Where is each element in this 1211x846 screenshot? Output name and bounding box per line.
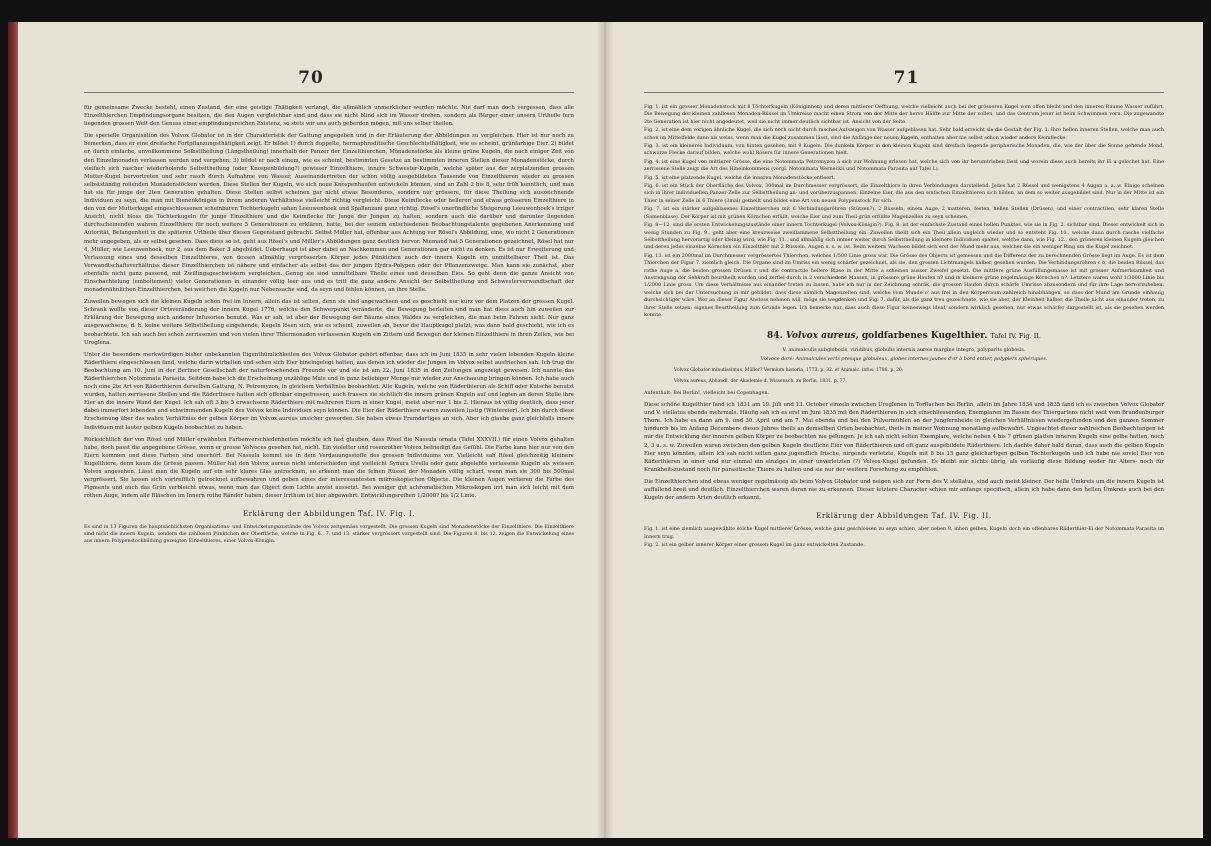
header-rule-left: [84, 92, 574, 93]
figure-explanation: Fig. 7. ist ein stärker aufgeblasenes Einzelthierchen mit 6 Verbindungsröhren (Stützen?), 2 Rüsseln, einem Auge, 2 matteren, festen, hellen Stellen (Drüsen), und einer contractilen, sehr klaren Stelle (Samenblase). Der Körper ist mit grünen Körnchen erfüllt, welche Eier und zum Theil grün erfüllte Magenzellen zu seyn scheinen.: [644, 206, 1164, 220]
left-page: [26, 22, 596, 838]
right-text-column: [644, 104, 1164, 550]
section-heading: Erklärung der Abbildungen Taf. IV. Fig. I.: [242, 510, 416, 519]
paragraph: Unter die besonders merkwürdigen bisher unbekannten Eigenthümlichkeiten des Volvox Globator gehört offenbar, dass ich im Juni 1835 in sehr vielen lebenden Kugeln kleine Räderthiere eingeschlossen fand, welche darin wirbelten und sehen sich Eier hineingelegt hatten, aus denen ich wieder die Jungen im Volvox selbst ausfriechen sah. Ich trug die Beobachtung am 10. Juni in der Berliner Gesellschaft der naturforschenden Freunde vor und sie ist am 22. Juni 1835 in den Zeitungen angezeigt gewesen. Ich nannte das Räderthierchen Notommata Parasita. Seitdem habe ich die Erscheinung unzählige Male und in ganz beliebiger Menge mir wieder zur Anschauung bringen können. Ich habe auch noch eine 2te Art von Räderthieren derselben Gattung, N. Petromyzon, in gleichem Verhältniss beobachtet. Alle Kugeln, welche von Räderthieren als Schiff oder Kutsche benutzt wurden, hatten zerrissene Stellen und die Räderthiere hatten sich offenbar eingefressen, auch frassen sie sichtlich die innern grünen Kugeln auf und legten an deren Stelle ihre Eier an die innere Wand der Kugel. Ich sah oft 3 bis 5 erwachsene Räderthiere mit mehreren Eiern in einer Kugel, meist aber nur 1 bis 2. Hieraus ist völlig deutlich, dass jener dabei immerfort lebenden und schwimmenden Kugeln des Volvox keine Individuen seyn können. Die Eier der Räderthiere waren zuweilen lustig (Wintereier). Ich bin durch diese Erscheinung über das wahre Verhältniss der gelben Körper im Volvox aureus unsicher geworden. Sie haben etwas Fremdartiges an sich. Aber ich glaube ganz gleichfalls innere Individuen mit lauter gelben Kugeln beobachtet zu haben.: [84, 351, 574, 431]
left-text-column: [84, 104, 574, 549]
species-name: Volvox aureus: [785, 331, 856, 342]
figure-explanation: Fig. 8—12. sind die ersten Entwickelungszustände einer innern Tochterkugel (Volvox-Königin?). Fig. 8. ist der einfachste Zustand eines hellen Punktes, wie sie in Fig. 2. sichtbar sind. Dieser entwickelt sich in wenig Stunden zu Fig. 9., geht aber eine kreuzweise zweiflammene Selbsttheilung ein. Zuweilen theilt sich ein Theil allein ungleich wieder und so entsteht Fig. 10., welche dann durch rasche vielfache Selbsttheilung hervorartig oder kleinig wird, wie Fig. 11., und allmählig sich immer weiter durch Selbsttheilung in kleinere Individuen spaltet, welche dann, wie Fig. 12., den grüneren kleinen Kugeln gleichen und deren jedes einzelne Körnchen ein Einzelthier mit 2 Rüsseln, Augen u. s. w. ist. Beim weitern Wachsen bildet sich erst der Mund mehr aus, welcher die ein weniger Ring um die Kugel zeichnet.: [644, 222, 1164, 251]
figure-explanation: Fig. 2. ist eine dem vorigen ähnliche Kugel, die sich noch nicht durch rasches Aufsaugen von Wasser aufgeblasen hat. Sehr bald erreicht sie die Gestalt der Fig. 1. Ihre hellen inneren Stellen, welche man auch schon im Mittelfelde dann als weiss, wenn man die Kugel zusammen lässt, sind die Anfänge der neuen Kugeln, enthalten aber nie selbst schon wieder andere Keimflecke.: [644, 127, 1164, 141]
header-rule-right: [644, 92, 1164, 93]
paragraph: für gemeinsame Zwecke besteht, einen Zustand, der eine geistige Thätigkeit verlangt, die allmählich unmerklicher werden möchte. Nie darf man doch vergessen, dass alle Einzelthierchen Empfindungsorgane besitzen, die den Augen vergleichbar sind und dass sie nicht blind sich im Wasser drehen, sondern als Bürger einer unsern Urtheile fern liegenden grossen Welt den Genuss einer empfindungsreichen Existenz, so stets wir uns auch geberden mögen, mit uns selber theilen.: [84, 105, 574, 128]
paragraph: Diese schöne Kugelthier fand ich 1831 am 19. Juli und 13. October einzeln zwischen Ureglenen in Torflachen bei Berlin, allein im Jahre 1834 und 1835 fand ich es zwischen Volvox Globator und V. stellatus ebenda mehrmals. Häufig sah ich es erst im Juni 1835 mit den Räderthieren in sich einschliessenden, Exemplaren im Bassin des Thiergartens nicht weit vom Brandenburger Thore. Ich habe es dann am 9. und 30. April und am 7. Mai ebenda und bei den Pulvermühlen an der Jungfernheide in gleichen Verhältnissen wiedergefunden und den ganzen Sommer hindurch bis im Anfang Decembers dieses Jahres theils an demselben Orten beobachtet, theils in meiner Wohnung monatlang aufbewahrt. Ungeachtet dieser zahlreichen Beobachtungen ist mir die Entwicklung der inneren gelben Körper zu beobachten nie gelungen. Je ich sah nicht selten Exemplare, welche neben 4 bis 7 grünen platten inneren Kugeln eine gelbe hatten, noch 2, 3 u. s. w. Zuweilen waren zwischen den gelben Kugeln deutliche Eier von Räderthieren und oft ganz ausgebildete Räderthiere. Ich dachte daher bald daran, dass auch die gelben Kugeln Eier seyn könnten, allein ich sah nicht selten ganz jugendlich frische, nirgends verletzte, Kugeln mit 8 bis 15 ganz gleichartigen gelben Töchterkugeln und ich habe nie soviel Eier von Räderthieren in einer und nur einmal ein einziges in einer unverletzten (?) Volvox-Kugel gefunden. Es bleibt mir nichts übrig, als vorläufig diese Bildung weder für Alters- noch für Krankheitszustand noch für parasitische Thiere zu halten und sie nur der weitern Forschung zu empfehlen.: [644, 402, 1164, 473]
section-heading: Erklärung der Abbildungen Taf. IV. Fig. II.: [816, 512, 992, 521]
figure-explanation: Fig. 5. ist eine platzende Kugel, welche die inneren Monadenstöcke entleert.: [644, 174, 836, 181]
figure-explanation: Fig. 4. ist eine Kugel von mittlerer Grösse, die eine Notommata Petromyzon à sich zur Wohnung erlesen hat, welche sich von ihr herumtrieben lässt und worein diese auch bereits ihr Ei u gelechet hat. Eine zerrissene Stelle zeigt die Art des Hineinkommens (vergl. Notommata Werneckii und Notommata Parasita auf Tafel L).: [644, 158, 1164, 173]
paragraph: Rücksichtlich der von Rösel und Müller erwähnten Farbenverschiedenheiten möchte ich fast glauben, dass Rösel die Nassula ornata (Tafel XXXVII.) für einen Volvox gehalten habe, doch passt die angegebene Grösse, wenn er grosse Volvoces gesehen hat, nicht. Ein violetter und rosenrother Volvox befriedigt das Gefühl. Die Farbe kann hier nur von den Eiern kommen und diese Farben sind unerhört. Bei Nassula kommt sie in dem Verdauungsstoffe des grossen Individuums vor. Vielleicht sah Rösel gleichzeitig kleinere Kugelthiere, denn kaum die Grösse passen. Müller hat den Volvox aureus nicht unterschieden und vielleicht Synura Uvella oder ganz abgelebte verlassene Kugeln als weissen Volvox angesehen. Lässt man die Kugeln auf ein sehr klares Glas antrocknen, so erkennt man die feinen Rüssel der Monaden völlig scharf, wenn man sie 300 bis 500mal vergrössert. Sie lassen sich vortrefflich getrocknet aufbewahren und geben eines der interessantesten mikroskopischen Objecte. Die kleinen Augen verlieren die Farbe des Pigments und auch das Grün verbleicht etwas, wenn man das Object dem Lichte anvist aussetzt. Bei weniger gut achromatischen Mikroskopen irrt man sich leicht mit dem rothen Auge, indem alle Bläschen im Innern rothe Ränder haben; dieser Irrthum ist hier abgewehrt. Entwicklungsreihen 1/2000? bis 1/2 Linie.: [84, 436, 574, 500]
figure-explanation: Fig. 2. ist ein gelber innerer Körper einer grossen Kugel im ganz entwickelten Zustande.: [644, 542, 865, 549]
page-gutter: [596, 22, 614, 838]
page-number-right: 71: [893, 68, 920, 88]
page-number-left: 70: [298, 68, 324, 88]
species-plate-ref: Tafel IV. Fig. II.: [990, 332, 1041, 341]
figure-explanation: Fig. 13. ist ein 2000mal im Durchmesser vergrössertes Thierchen, welches 1/500 Linie gross war. Die Grösse des Objects ist gemessen und die Differenz der zu berechnenden Grösse liegt im Auge. Es ist dem Thierchen der Figur 7. ziemlich gleich. Die Organe sind im Umriss ein wenig schärfer gezeichnet, als sie, den grossen Lichtmangels halber, gesehen wurden. Die Verbindungsröhren c b, die beiden Rüssel, das rothe Auge a, die beiden grossen Drüsen r und die contractile hellere Blase in der Mitte a scheinen ausser Zweifel gesetzt. Die mittlere grüne Ausfüllungsmasse ist mit grosser Aufmerksamkeit und Anstrengung der Sehkraft beurtheilt worden und zerfiel durch in 2 verschiedene Massen, in grössere grüne Haufen n? und in kleinere grüne regelmässige Körnchen n?. Letztere waren wohl 1/3000 Linie bis 1/2000 Linie gross. Um diese Verhältnisse aus einander treten zu lassen, habe ich nur in der Zeichnung schräk, die grossen Haufen durch schärfe Umrisse abzusondern und für ihre Lage hervorzuheben, welche sich bei der Untersuchung in mir gebildet, dass diese nämlich Magenzellen sind, welche vom Munde o' aus frei in den Körperraum zahlreich hinabhängen, so dass der Mund am Grunde einhauig durchsichtiger wäre. Wer an dieser Figur Anstoss nehmen will, möge sie wegdenken und Fig. 7. dafür, als die ganz treu gezeichnete, wie sie aber, der Kleinheit halber, die Theile nicht aus einander treten, zu ihrer Stelle setzen: eigenes Beurtheilung zum Grunde legen. Ich bemerke nur, dass auch diese Figur keineswegs ideal, sondern wirklich gesehen, nur etwas schärfer dargestellt ist, als sie gesehen werden konnte.: [644, 252, 1164, 318]
locality-line: Aufenthalt: Bei Berlin!, vielleicht bei Copenhagen.: [644, 389, 770, 396]
figure-explanation: Fig. 6. ist ein Stück der Oberfläche des Volvox, 300mal im Durchmesser vergrössert, die Einzelthiere in ihren Verbindungen darstellend. Jedes hat 2 Rüssel und wenigstens 4 Augen a. a. w. Einige scheinen sich in ihrer individuellen Panzer-Zelle zur Selbsttheilung an- und vorüberzuspannen. Einzelne Eier, die aus den einfachen Einzelthieren sich bilden, an dem so weiter ausgebildet sind. Nur in der Mitte ist ein Thier in seiner Zelle in 6 Thiere (3mal) getheilt und bildet eine Art von neuen Polypenstock für sich.: [644, 183, 1164, 204]
latin-diagnosis: V. animalculis subglobosis, viridibus, globulis internis aureis margine integro, polyparits globosis.: [782, 347, 1026, 354]
figure-caption: Es sind in 13 Figuren die hauptsächlichsten Organisations- und Entwickelungszustände des Volvox zeitgemäss vorgestellt. Die grossen Kugeln sind Monadenstöcke der Einzelthiere. Die Einzelthiere sind nicht die innern Kugeln, sondern die zahllosen Pünktchen der Oberfläche, welche in Fig. 6., 7. und 13. stärker vergrössert vorgestellt sind. Die Figuren 8. bis 12. zeigen die Entwickelung eines aus innern Polypenstockbildung gezeigten Einzelthieres, einer Volvox-Königin.: [84, 525, 574, 545]
reference: Volvox aureus, Abhandl. der Akademie d. Wissensch. zu Berlin, 1831. p. 77.: [674, 378, 847, 384]
species-number: 84.: [767, 331, 783, 342]
french-diagnosis: Volvoce doré: Animalcules verts presque globuleux, globes internes jaunes d'or à bord entier, polypiers sphériques.: [760, 355, 1048, 362]
species-title: [644, 331, 1164, 341]
paragraph: Die specielle Organisation des Volvox Globator ist in der Charakteristik der Gattung angegeben und in der Erläuterung der Abbildungen zu vergleichen. Hier ist nur noch zu bemerken, dass er eine dreifache Fortpflanzungsthätigkeit zeigt. Er bildet 1) durch doppelte, hermaphroditische Geschlechtsthätigkeit, wie es scheint, grünfarbige Eier. 2) bildet er, durch einfache, unvollkommene Selbsttheilung (Längstheilung) innerhalb der Panzer der Einzelthierchen, Monadenstöcke als kleine grüne Kugeln, die nach einiger Zeit von den Einzelmonaden verlassen werden und vergehen; 3) bildet er nach einem, wie es scheint, bestimmten Gesetze an bestimmten inneren Stellen dieser Monadenstöcke, durch vielfach sich rascher wiederholende Selbsttheilung (oder Knospenbildung?) gewisser Einzelthiere, innere Schwester-Kugeln, welche später aus der zerplatzenden grossen Mutter-Kugel hervortreten und sehr rasch durch Aufnahme von Wasser, Auseinandertreten der schon völlig ausgebildeten Tausende von Einzelthieren wieder zu grossen selbstständig rollenden Monadenstöcken werden. Diese Stellen der Kugeln, wo sich neue Knospenhaufen entwickeln können, sind an Zahl 2 bis 8, sehr früh kenntlich, und man hat sie für junge der 2ten Generation gehalten. Diese Stellen selbst scheinen gar nicht etwas Besonderes, sondern nur grössere, für diese Theilung sich auszeichnende Individuen zu seyn, die man mit Bienenkönigen in ihrem anderen Verhältnisse vielleicht richtig vergleicht. Diese Keimflecke oder helleren und etwas grösseren Einzelthiere in den von der Mutterkugel eingeschlossenen scheinbaren Tochterkugeln sahen Leeuwenhoek und Spallanzani ganz richtig. Rösel's unerfindliche Steigerung Leeuwenhoek's irriger Ansicht, nicht bloss die Tochterkugeln für junge Einzelthiere und die Keimflecke für Junge der Jungen zu halten, sondern auch die darüber und darunter liegenden durchscheinenden wahren Einzelthiere für noch weitere 5 Generationen zu erklären, hatte, bei der seinem entschiedenen Beobachtungstalente gegebenen Anerkennung und Autorität, Befangenheit in die späteren Urtheile über diesen Gegenstand gebracht. Selbst Müller hat, offenbar aus Achtung vor Rösel's Abbildung, eine, wo nicht 2 Generationen mehr angegeben, als er selbst gesehen. Dass diess so ist, geht aus Rösel's und Müller's Abbildungen ganz deutlich hervor. Niemand hat 5 Generationen gezeichnet, Rösel hat nur 4, Müller, wie Leeuwenhoek, nur 2, aus dem Baker 3 abgebildet. Ueberhaupt ist aber dabei an Nachkommen und Generationen gar nicht zu denken. Es ist nur Erweiterung und Verlassung eines und desselben Einzelthieres, von dessen allmählig vergrösserten Körper jedes Pünktchen auch der innern Kugeln ein unmittelbarer Theil ist. Das Verwandtschaftsverhältniss dieser Einzelthierchen ist nähere und einfacher als selbst das der jungen Hydra-Polypen oder der Pflanzenzweige. Man kann sie zunächst, aber ebenfalls nicht ganz passend, mit Zwillingsgeschwistern vergleichen. Genug sie sind unmittelbare Theile eines und desselben Eies. So geht denn die ganze Ansicht von Einschachtelung (emboîtement) vieler Generationen in einander völlig leer aus und es tritt die ganz andere Ansicht der Selbsttheilung und Schwesterverwandtschaft der monadenähnlichen Einzelthierchen, bei welchen die Kugeln nur Nebensache sind, da seyn und fehlen können, an ihre Stelle.: [84, 133, 574, 294]
book-spread: [8, 22, 1203, 838]
right-page: [614, 22, 1199, 838]
reference: Volvox Globator minutissimus, Müller? Vermium historia, 1773. p. 32. et Animalc. infus. 1786. p. 20.: [674, 367, 904, 373]
paragraph: Zuweilen bewegen sich die kleinen Kugeln schon frei im Innern, allein das ist selten, denn sie sind angewachsen und es geschieht nur kurz vor dem Platzen der grossen Kugel. Schrank wollte von dieser Ortsveränderung der innern Kugel 1776, welche den Schwerpunkt veränderte, die Bewegung herleiten und man hat diess auch hin zuweilen zur Erklärung der Bewegung auch anderer Infusorien benutzt. Was er sah, ist aber der Bewegung der Bäume eines Waldes zu vergleichen, die man beim Fahren sieht. Nur ganz ausgewachsene, d. h. keine weitere Selbsttheilung eingehende, Kugeln lösen sich, wie es scheint, zuweilen ab, bevor die Hauptkugel platzt, was dann bald geschieht, wie ich es beobachtete. Ich sah auch bei schon zerrissenen und von vielen ihrer Thiermonaden verlassenen Kugeln ein Zittern und Bewegen der kleinen Einzelthiere in ihren Zellen, wie bei Uroglena.: [84, 299, 574, 346]
book-binding-edge: [8, 22, 18, 838]
figure-explanation: Fig. 1. ist ein grosser Monadenstock mit 8 Töchterkugeln (Königinnen) und deren mittlerer Oeffnung, welche vielleicht auch bei der grösseren Kugel vom offen bleibt und den inneren Raume Wasser zuführt. Die Bewegung der kleinen zahllosen Monaden-Rüssel im Umkreise macht einen Strom von der Mitte der hervo Hälfte zur Mitte der vollen, und das Centrum jener ist beim Schwimmen vorn. Die zugewandte 2te Generation ist hier nicht angedeutet, weil sie nicht immer deutlich sichtbar ist. Ansicht von der Seite.: [644, 104, 1164, 125]
species-common-name: , goldfarbenes Kugelthier.: [855, 331, 988, 342]
paragraph: Die Einzelthierchen sind etwas weniger regelmässig als beim Volvox Globator und neigen sich zur Form des V. stellatus, sind auch meist kleiner. Der helle Umkreis um die innern Kugeln ist auffallend breit und deutlich. Einzelthierchen waren daran nie zu erkennen. Dieser letztere Character schien mir anfangs specifisch, allein ich habe dann den hellen Umkreis auch bei den Kugeln der andern Arten deutlich erkannt.: [644, 478, 1164, 502]
figure-explanation: Fig. 1. ist eine ziemlich ausgewählte solche Kugel mittlerer Grösse, welche ganz geschlossen zu seyn schien, aber neben 8, innen gelben, Kugeln doch ein offenbares Räderthier-Ei der Notommata Parasita im Innern trug.: [644, 526, 1164, 540]
figure-explanation: Fig. 3. ist ein kleineres Individuum, von hinten gesehen, mit 9 Kugeln. Die dunkeln Körper in den kleinen Kugeln sind dreifach liegende peripherische Monaden, die, wie der über die Sonne gehende Mond, schwarze Flecke darauf bilden, welche wohl Rösers für innere Generationen hielt.: [644, 143, 1164, 157]
